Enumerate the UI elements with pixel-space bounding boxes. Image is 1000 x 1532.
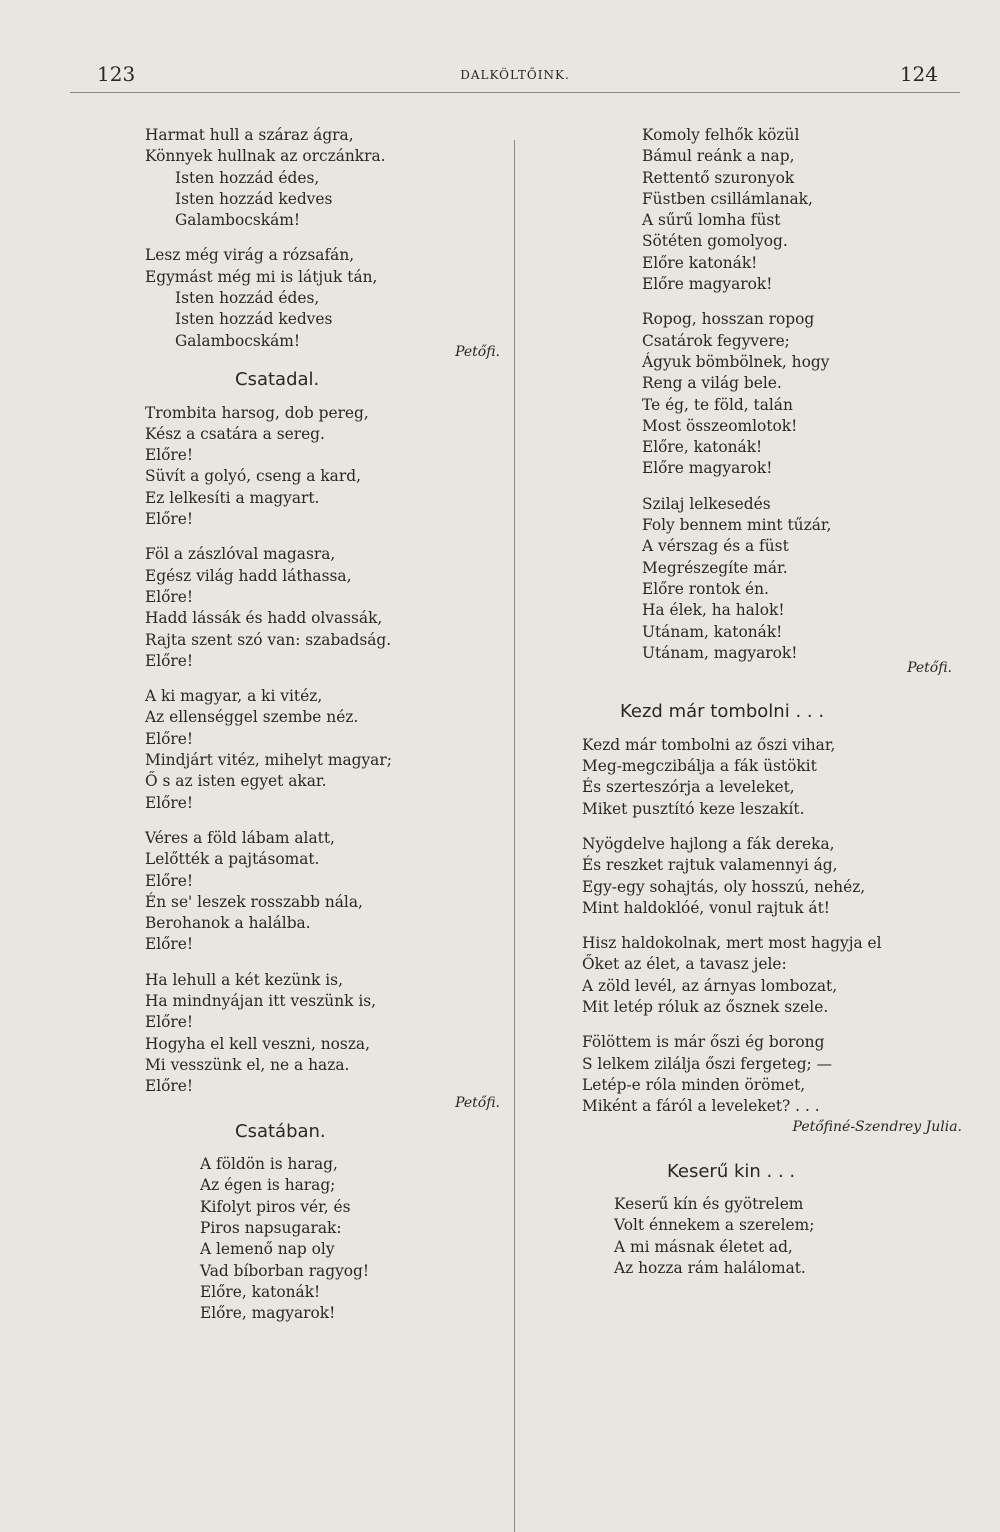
verse-line: Ropog, hosszan ropog <box>642 310 815 329</box>
verse-line: Ágyuk bömbölnek, hogy <box>642 352 830 371</box>
page-header <box>70 62 960 93</box>
verse-line: Föl a zászlóval magasra, <box>145 545 336 564</box>
verse-line: Mint haldoklóé, vonul rajtuk át! <box>582 898 830 917</box>
verse-line: Vad bíborban ragyog! <box>200 1261 370 1280</box>
verse-line: Isten hozzád kedves <box>175 310 333 329</box>
verse-line: A vérszag és a füst <box>642 537 789 556</box>
verse-line: Te ég, te föld, talán <box>642 395 793 414</box>
author-signature: Petőfiné-Szendrey Julia. <box>792 1119 962 1136</box>
poem-csataban <box>70 1154 510 1324</box>
verse-line: Az ellenséggel szembe néz. <box>145 708 359 727</box>
verse-line: Előre! <box>145 935 194 954</box>
verse-line: Előre, katonák! <box>642 438 763 457</box>
verse-line: Galambocskám! <box>175 211 301 230</box>
stanza <box>582 1032 962 1117</box>
verse-line: Ha lehull a két kezünk is, <box>145 970 343 989</box>
verse-line: Lelőtték a pajtásomat. <box>145 850 320 869</box>
stanza <box>582 735 962 820</box>
verse-line: Mi vesszünk el, ne a haza. <box>145 1055 350 1074</box>
verse-line: Szilaj lelkesedés <box>642 494 771 513</box>
stanza <box>145 125 510 231</box>
verse-line: Előre! <box>145 1013 194 1032</box>
verse-line: Rajta szent szó van: szabadság. <box>145 630 392 649</box>
verse-line: Én se' leszek rosszabb nála, <box>145 892 363 911</box>
stanza <box>642 125 962 295</box>
verse-line: Egy-egy sohajtás, oly hosszú, nehéz, <box>582 877 866 896</box>
verse-line: Keserű kín és gyötrelem <box>614 1195 804 1214</box>
verse-line: Kezd már tombolni az őszi vihar, <box>582 735 836 754</box>
verse-line: A zöld levél, az árnyas lombozat, <box>582 976 838 995</box>
verse-line: Előre! <box>145 729 194 748</box>
verse-line: Véres a föld lábam alatt, <box>145 828 335 847</box>
verse-line: Komoly felhők közül <box>642 126 800 144</box>
verse-line: Egymást még mi is látjuk tán, <box>145 267 378 286</box>
verse-line: Előre rontok én. <box>642 579 769 598</box>
verse-line: Trombita harsog, dob pereg, <box>145 403 369 422</box>
verse-line: Ez lelkesíti a magyart. <box>145 488 320 507</box>
verse-line: Isten hozzád kedves <box>175 189 333 208</box>
verse-line: Egész világ hadd láthassa, <box>145 566 352 585</box>
verse-line: Foly bennem mint tűzár, <box>642 516 832 535</box>
verse-line: Nyögdelve hajlong a fák dereka, <box>582 834 835 853</box>
verse-line: Előre! <box>145 651 194 670</box>
verse-line: S lelkem zilálja őszi fergeteg; — <box>582 1054 833 1073</box>
verse-line: Isten hozzád édes, <box>175 168 320 187</box>
verse-line: Volt énnekem a szerelem; <box>614 1216 815 1235</box>
verse-line: Hisz haldokolnak, mert most hagyja el <box>582 934 882 953</box>
verse-line: A ki magyar, a ki vitéz, <box>145 687 323 706</box>
verse-line: Előre! <box>145 871 194 890</box>
poem-title: Keserű kin . . . <box>667 1160 796 1182</box>
verse-line: Előre! <box>145 446 194 465</box>
verse-line: Meg-megczibálja a fák üstökit <box>582 757 817 776</box>
verse-line: Kész a csatára a sereg. <box>145 424 325 443</box>
verse-line: Miket pusztító keze leszakít. <box>582 799 805 818</box>
verse-line: Előre, katonák! <box>200 1282 321 1301</box>
poem-title: Kezd már tombolni . . . <box>620 701 825 723</box>
page-number-right: 124 <box>899 62 938 86</box>
verse-line: Miként a fáról a leveleket? . . . <box>582 1097 820 1116</box>
poem-csatadal <box>70 403 510 1098</box>
verse-line: Előre katonák! <box>642 253 758 272</box>
verse-line: Az égen is harag; <box>200 1176 336 1195</box>
verse-line: Megrészegíte már. <box>642 558 788 577</box>
verse-line: Kifolyt piros vér, és <box>200 1197 351 1216</box>
verse-line: Utánam, katonák! <box>642 622 783 641</box>
poem-csataban-continued <box>522 125 962 664</box>
verse-line: Most összeomlotok! <box>642 416 798 435</box>
right-column <box>522 125 962 1293</box>
verse-line: Könnyek hullnak az orczánkra. <box>145 147 386 166</box>
verse-line: És reszket rajtuk valamennyi ág, <box>582 856 838 875</box>
verse-line: Galambocskám! <box>175 331 301 350</box>
poem-harmat <box>70 125 510 352</box>
verse-line: Hadd lássák és hadd olvassák, <box>145 609 383 628</box>
verse-line: Mindjárt vitéz, mihelyt magyar; <box>145 751 392 770</box>
author-signature: Petőfi. <box>907 660 952 677</box>
verse-line: Ha élek, ha halok! <box>642 601 785 620</box>
stanza <box>145 544 510 672</box>
verse-line: Süvít a golyó, cseng a kard, <box>145 467 361 486</box>
verse-line: Előre! <box>145 510 194 529</box>
verse-line: Előre! <box>145 793 194 812</box>
verse-line: Az hozza rám halálomat. <box>614 1258 806 1277</box>
verse-line: Lesz még virág a rózsafán, <box>145 246 355 265</box>
author-signature: Petőfi. <box>455 343 500 360</box>
verse-line: Előre magyarok! <box>642 275 773 294</box>
stanza <box>582 834 962 919</box>
verse-line: Előre! <box>145 587 194 606</box>
stanza <box>145 245 510 351</box>
verse-line: Sötéten gomolyog. <box>642 232 788 251</box>
stanza <box>642 494 962 664</box>
verse-line: Füstben csillámlanak, <box>642 189 813 208</box>
verse-line: Előre magyarok! <box>642 459 773 478</box>
author-signature: Petőfi. <box>455 1095 500 1112</box>
verse-line: Előre, magyarok! <box>200 1304 336 1323</box>
verse-line: Őket az élet, a tavasz jele: <box>582 955 787 974</box>
verse-line: A sűrű lomha füst <box>642 211 781 230</box>
column-divider <box>514 140 515 1532</box>
stanza <box>145 403 510 531</box>
verse-line: A mi másnak életet ad, <box>614 1237 793 1256</box>
poem-title: Csatában. <box>235 1120 326 1142</box>
stanza <box>145 686 510 814</box>
verse-line: Fölöttem is már őszi ég borong <box>582 1033 825 1052</box>
poem-keseru-kin <box>522 1194 962 1279</box>
stanza <box>145 970 510 1098</box>
stanza <box>582 933 962 1018</box>
stanza <box>200 1154 510 1324</box>
stanza <box>642 309 962 479</box>
page-number-left: 123 <box>97 62 136 86</box>
verse-line: A lemenő nap oly <box>200 1240 335 1259</box>
poem-kezd-mar-tombolni <box>522 735 962 1118</box>
verse-line: Mit letép róluk az ősznek szele. <box>582 997 829 1016</box>
verse-line: Ő s az isten egyet akar. <box>145 772 327 791</box>
running-title: DALKÖLTŐINK. <box>460 68 570 82</box>
verse-line: Piros napsugarak: <box>200 1218 342 1237</box>
left-column <box>70 125 510 1338</box>
verse-line: Utánam, magyarok! <box>642 643 798 662</box>
verse-line: Bámul reánk a nap, <box>642 147 795 166</box>
stanza <box>145 828 510 956</box>
verse-line: A földön is harag, <box>200 1155 338 1174</box>
verse-line: Isten hozzád édes, <box>175 289 320 308</box>
verse-line: Berohanok a halálba. <box>145 914 311 933</box>
verse-line: Ha mindnyájan itt veszünk is, <box>145 991 377 1010</box>
verse-line: Harmat hull a száraz ágra, <box>145 126 354 144</box>
stanza <box>614 1194 962 1279</box>
verse-line: Hogyha el kell veszni, nosza, <box>145 1034 370 1053</box>
verse-line: Előre! <box>145 1077 194 1096</box>
verse-line: Rettentő szuronyok <box>642 168 795 187</box>
verse-line: Reng a világ bele. <box>642 374 782 393</box>
verse-line: Csatárok fegyvere; <box>642 331 790 350</box>
poem-title: Csatadal. <box>235 369 320 391</box>
verse-line: És szerteszórja a leveleket, <box>582 778 795 797</box>
verse-line: Letép-e róla minden örömet, <box>582 1075 806 1094</box>
